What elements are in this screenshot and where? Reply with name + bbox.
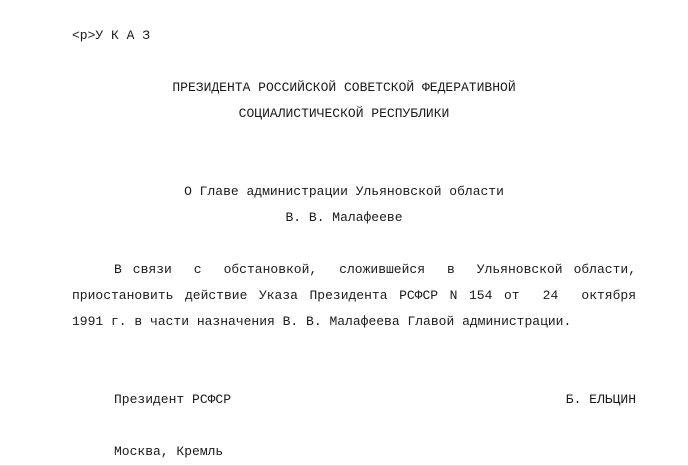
document-type-heading: <p>У К А З (72, 28, 151, 43)
subject-line-2: В. В. Малафееве (285, 210, 403, 225)
issuer-line-1: ПРЕЗИДЕНТА РОССИЙСКОЙ СОВЕТСКОЙ ФЕДЕРАТИВНОЙ (172, 80, 516, 95)
body-line-2: приостановить действие Указа Президента РСФСР N 154 от 24 октября (72, 288, 636, 303)
body-line-1: В связи с обстановкой, сложившейся в Ульяновской области, (114, 262, 636, 277)
signature-name: Б. ЕЛЬЦИН (565, 392, 636, 407)
place-of-signing: Москва, Кремль (114, 444, 224, 459)
signature-position: Президент РСФСР (114, 392, 232, 407)
subject-line-1: О Главе администрации Ульяновской области (184, 184, 504, 199)
issuer-line-2: СОЦИАЛИСТИЧЕСКОЙ РЕСПУБЛИКИ (238, 106, 450, 121)
body-line-3: 1991 г. в части назначения В. В. Малафеева Главой администрации. (72, 314, 572, 329)
